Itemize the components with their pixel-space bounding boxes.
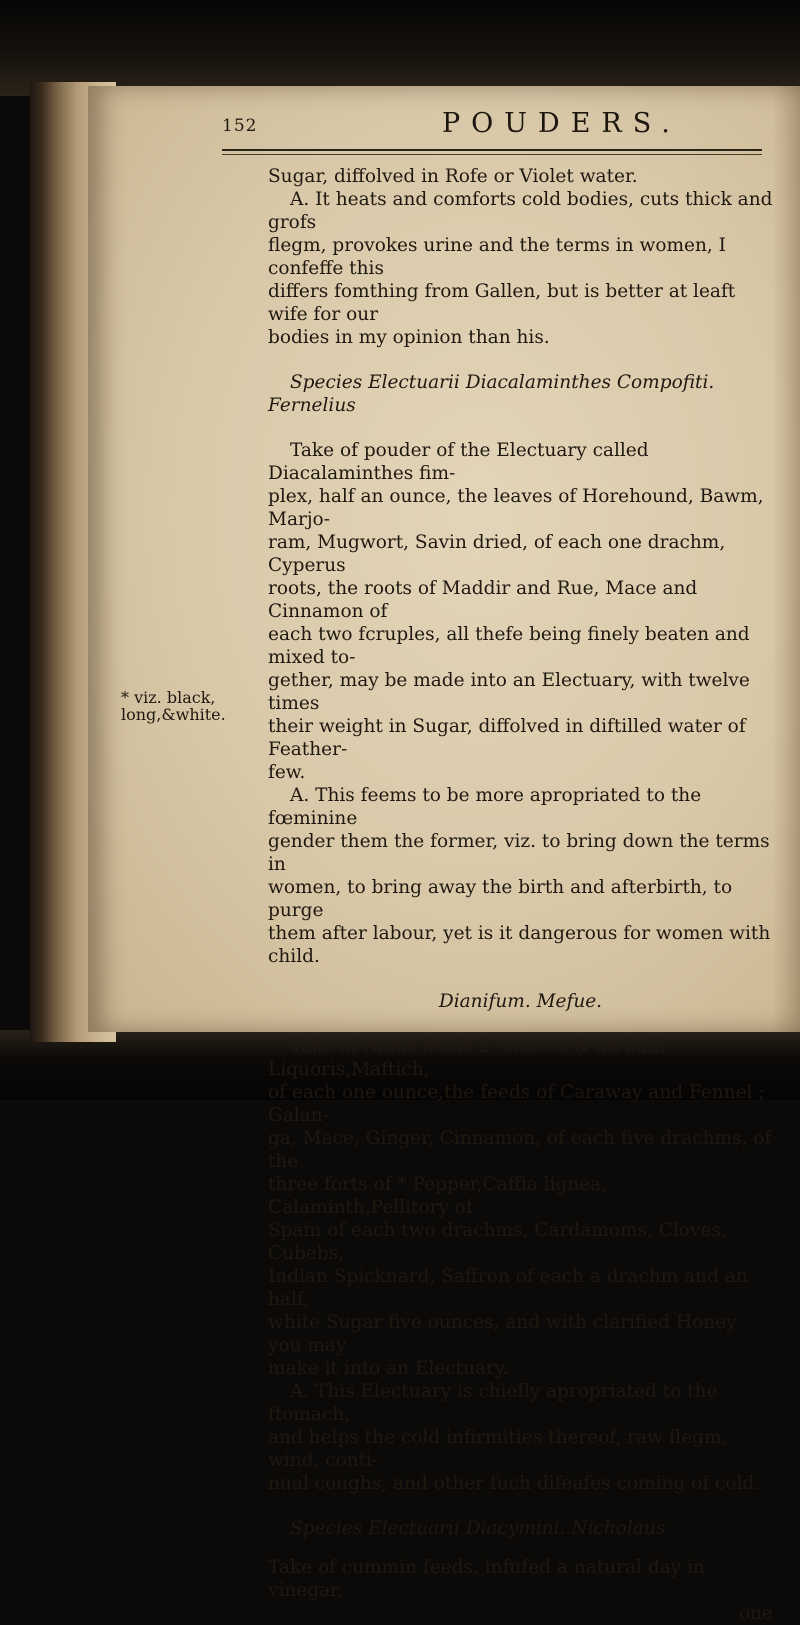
text-line: their weight in Sugar, diffolved in diftilled water of Feather- [268, 716, 746, 760]
section-heading: Dianifum. Mefue. [438, 991, 603, 1012]
text-line: plex, half an ounce, the leaves of Horehound, Bawm, Marjo- [268, 486, 764, 530]
text-line: each two fcruples, all thefe being finely beaten and mixed to- [268, 624, 750, 668]
margin-note-line-1: * viz. black, [121, 688, 216, 707]
page-number: 152 [222, 116, 258, 136]
text-line: Take of Annis feeds 2. ounces & an half, Liquoris,Maftich, [268, 1036, 666, 1080]
text-line: three forts of * Pepper,Caffia lignea, Calaminth,Pellitory of [268, 1174, 608, 1218]
text-line: gender them the former, viz. to bring down the terms in [268, 831, 770, 875]
text-line: and helps the cold infirmities thereof, raw flegm, wind, conti- [268, 1427, 728, 1471]
text-line: A. This feems to be more apropriated to the fœminine [268, 785, 702, 829]
text-line: roots, the roots of Maddir and Rue, Mace and Cinnamon of [268, 578, 698, 622]
text-line: women, to bring away the birth and afterbirth, to purge [268, 877, 733, 921]
text-line: ram, Mugwort, Savin dried, of each one drachm, Cyperus [268, 532, 726, 576]
text-line: few. [268, 762, 306, 783]
catchword: one [738, 1603, 773, 1624]
running-head [222, 108, 782, 148]
text-line: make it into an Electuary. [268, 1358, 509, 1379]
text-line: ga, Mace, Ginger, Cinnamon, of each five drachms, of the [268, 1128, 772, 1172]
text-line: Spain of each two drachms, Cardamoms, Cloves, Cubebs, [268, 1220, 727, 1264]
text-line: Take of pouder of the Electuary called Diacalaminthes fim- [268, 440, 649, 484]
page-right-edge [772, 86, 800, 1032]
page-title: POUDERS. [442, 108, 681, 139]
text-line: A. It heats and comforts cold bodies, cuts thick and grofs [268, 189, 773, 233]
body-text [268, 165, 773, 1625]
margin-note-line-2: long,&white. [121, 705, 226, 724]
header-rule [222, 149, 762, 151]
margin-note [121, 689, 271, 723]
header-rule-thin [222, 154, 762, 155]
text-line: A. This Electuary is chiefly apropriated to the ftomach, [268, 1381, 718, 1425]
text-line: Take of cummin feeds, infufed a natural day in vinegar, [268, 1557, 705, 1601]
text-line: them after labour, yet is it dangerous for women with child. [268, 923, 771, 967]
book-top-edge [0, 0, 800, 96]
text-line: Indian Spicknard, Saffron of each a drachm and an half, [268, 1266, 748, 1310]
text-line: differs fomthing from Gallen, but is better at leaft wife for our [268, 281, 736, 325]
text-line: of each one ounce,the feeds of Caraway and Fennel ; Galan- [268, 1082, 765, 1126]
text-line: flegm, provokes urine and the terms in women, I confeffe this [268, 235, 726, 279]
text-line: nual coughs, and other fuch difeafes coming of cold. [268, 1473, 761, 1494]
text-line: gether, may be made into an Electuary, with twelve times [268, 670, 750, 714]
text-line: white Sugar five ounces, and with clarified Honey you may [268, 1312, 737, 1356]
section-heading: Species Electuarii Diacalaminthes Compofiti. Fernelius [268, 372, 715, 416]
section-heading: Species Electuarii Diacymini. Nicholaus [290, 1518, 666, 1539]
text-line: Sugar, diffolved in Rofe or Violet water. [268, 166, 638, 187]
text-line: bodies in my opinion than his. [268, 327, 550, 348]
